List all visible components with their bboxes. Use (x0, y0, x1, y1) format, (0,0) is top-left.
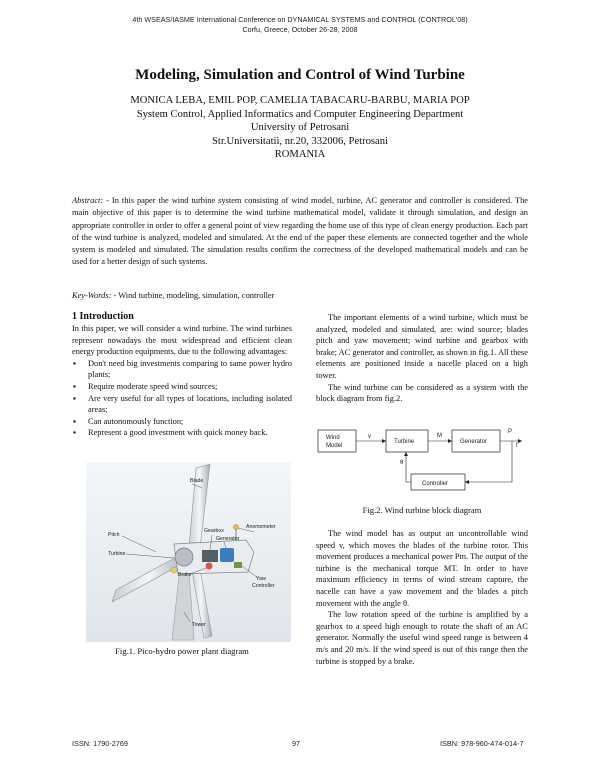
paper-title: Modeling, Simulation and Control of Wind Turbine (135, 67, 465, 83)
keywords-text: - Wind turbine, modeling, simulation, controller (111, 291, 275, 300)
gearbox-shape (202, 550, 218, 562)
bullet-icon: ▪ (73, 416, 76, 426)
keywords-label: Key-Words: (72, 291, 112, 300)
fig1-label-pitch: Pitch (108, 532, 120, 538)
affiliation-line: System Control, Applied Informatics and Computer Engineering Department (136, 108, 464, 120)
anemometer-icon (234, 525, 239, 530)
affiliation-line: University of Petrosani (250, 122, 350, 134)
list-item: ▪ Represent a good investment with quick money back. (73, 428, 268, 438)
fig2-label-theta: θ (400, 460, 404, 466)
fig2-block-generator: Generator (460, 439, 488, 445)
bullet-icon: ▪ (73, 428, 76, 438)
fig1-label-yaw: Yaw (256, 576, 266, 582)
bullet-icon: ▪ (73, 381, 76, 391)
abstract-text: - In this paper the wind turbine system consisting of wind model, turbine, AC generator and controller is considered. The main objective of this paper is to determine the wind turbine mathematical model, validate it through simulation, and design an appropriate controller in order to offer a general point of view regarding the home use of this type of clean energy production. Each part of the wind turbine is analyzed, modeled and simulated. At the end of the paper these elements are connected together and the whole system is modeled and simulated. The simulation results confirm the correctness of the developed mathematical models and can be used for a better design of such systems. (72, 196, 528, 267)
fig2-label-p: P (508, 429, 513, 435)
fig2-block-wind: Wind (326, 435, 340, 441)
footer-isbn: ISBN: 978-960-474-014-7 (440, 739, 524, 748)
bullet-icon: ▪ (73, 358, 76, 368)
pitch-icon (171, 567, 177, 573)
list-item: ▪ Can autonomously function; (73, 416, 184, 426)
fig2-block-controller: Controller (422, 481, 449, 487)
conference-line-1: 4th WSEAS/IASME International Conference on DYNAMICAL SYSTEMS and CONTROL (CONTROL'08) (132, 15, 468, 24)
brake-shape (206, 563, 213, 570)
fig1-label-blade: Blade (190, 478, 204, 484)
advantages-list (72, 358, 292, 439)
affiliation-line: Str.Universitatii, nr.20, 332006, Petrosani (212, 135, 388, 147)
conference-line-2: Corfu, Greece, October 26-28, 2008 (242, 25, 358, 34)
fig1-label-controller: Controller (252, 583, 275, 589)
body-paragraph: The wind model has as output an uncontrollable wind speed v, which moves the blades of the turbine rotor. This movement produces a mechanical power Pm. The output of the turbine is the mechanical torque MT. In order to have maximum efficiency in terms of wind stream capture, the nacelle can have a yaw movement and the blades a pitch movement with the angle θ. (316, 529, 528, 608)
abstract-label: Abstract: (72, 196, 104, 205)
list-item: ▪ Are very useful for all types of locations, including isolated areas; (73, 393, 292, 415)
fig1-label-generator: Generator (216, 536, 240, 542)
fig1-label-brake: Brake (178, 572, 192, 578)
body-paragraph: The wind turbine can be considered as a system with the block diagram from fig.2. (316, 382, 528, 404)
list-item: ▪ Don't need big investments comparing to same power hydro plants; (73, 358, 292, 380)
footer-issn: ISSN: 1790-2769 (72, 739, 128, 748)
footer-page-number: 97 (292, 739, 301, 748)
author-names: MONICA LEBA, EMIL POP, CAMELIA TABACARU-BARBU, MARIA POP (130, 95, 470, 106)
generator-shape (220, 548, 234, 562)
right-column (316, 312, 528, 405)
left-column (72, 310, 292, 439)
controller-shape (234, 562, 242, 568)
hub-shape (175, 548, 193, 566)
section-heading: 1 Introduction (72, 311, 134, 322)
fig2-label-m: M (437, 433, 442, 439)
affiliation-line: ROMANIA (274, 149, 326, 161)
author-block (0, 94, 600, 162)
right-column-lower (316, 528, 528, 667)
fig2-label-f: f (516, 443, 518, 449)
body-paragraph: The important elements of a wind turbine, which must be analyzed, modeled and simulated, are: wind source; blades pitch and yaw movement; wind turbine and gearbox with brake; AC generator and controller, as shown in fig.1. All these elements are positioned inside a nacelle placed on a high tower. (316, 313, 528, 380)
intro-paragraph: In this paper, we will consider a wind turbine. The wind turbines represent nowadays the most widespread and efficient clean energy production equipments, due to the following advantages: (72, 324, 292, 357)
fig2-label-v: v (368, 434, 371, 440)
block-diagram (316, 420, 528, 496)
list-item: ▪ Require moderate speed wind sources; (73, 381, 218, 391)
figure-2-caption: Fig.2. Wind turbine block diagram (362, 505, 482, 515)
fig1-label-gearbox: Gearbox (204, 528, 224, 534)
wind-turbine-figure (86, 462, 291, 642)
diagram-connections (356, 441, 522, 482)
abstract (72, 195, 528, 269)
bullet-icon: ▪ (73, 393, 76, 403)
fig2-block-turbine: Turbine (394, 439, 415, 445)
fig2-block-model: Model (326, 443, 343, 449)
conference-header (0, 15, 600, 35)
figure-1-caption: Fig.1. Pico-hydro power plant diagram (115, 646, 249, 656)
fig1-label-anemometer: Anemometer (246, 524, 276, 530)
keywords (72, 290, 528, 302)
fig1-label-tower: Tower (192, 622, 206, 628)
body-paragraph: The low rotation speed of the turbine is amplified by a gearbox to a speed high enough to rotate the shaft of an AC generator. Normally the useful wind speed range is between 4 m/s and 20 m/s. If the wind speed is out of this range then the turbine is stopped by a brake. (316, 610, 528, 666)
fig1-label-turbine: Turbine (108, 551, 126, 557)
